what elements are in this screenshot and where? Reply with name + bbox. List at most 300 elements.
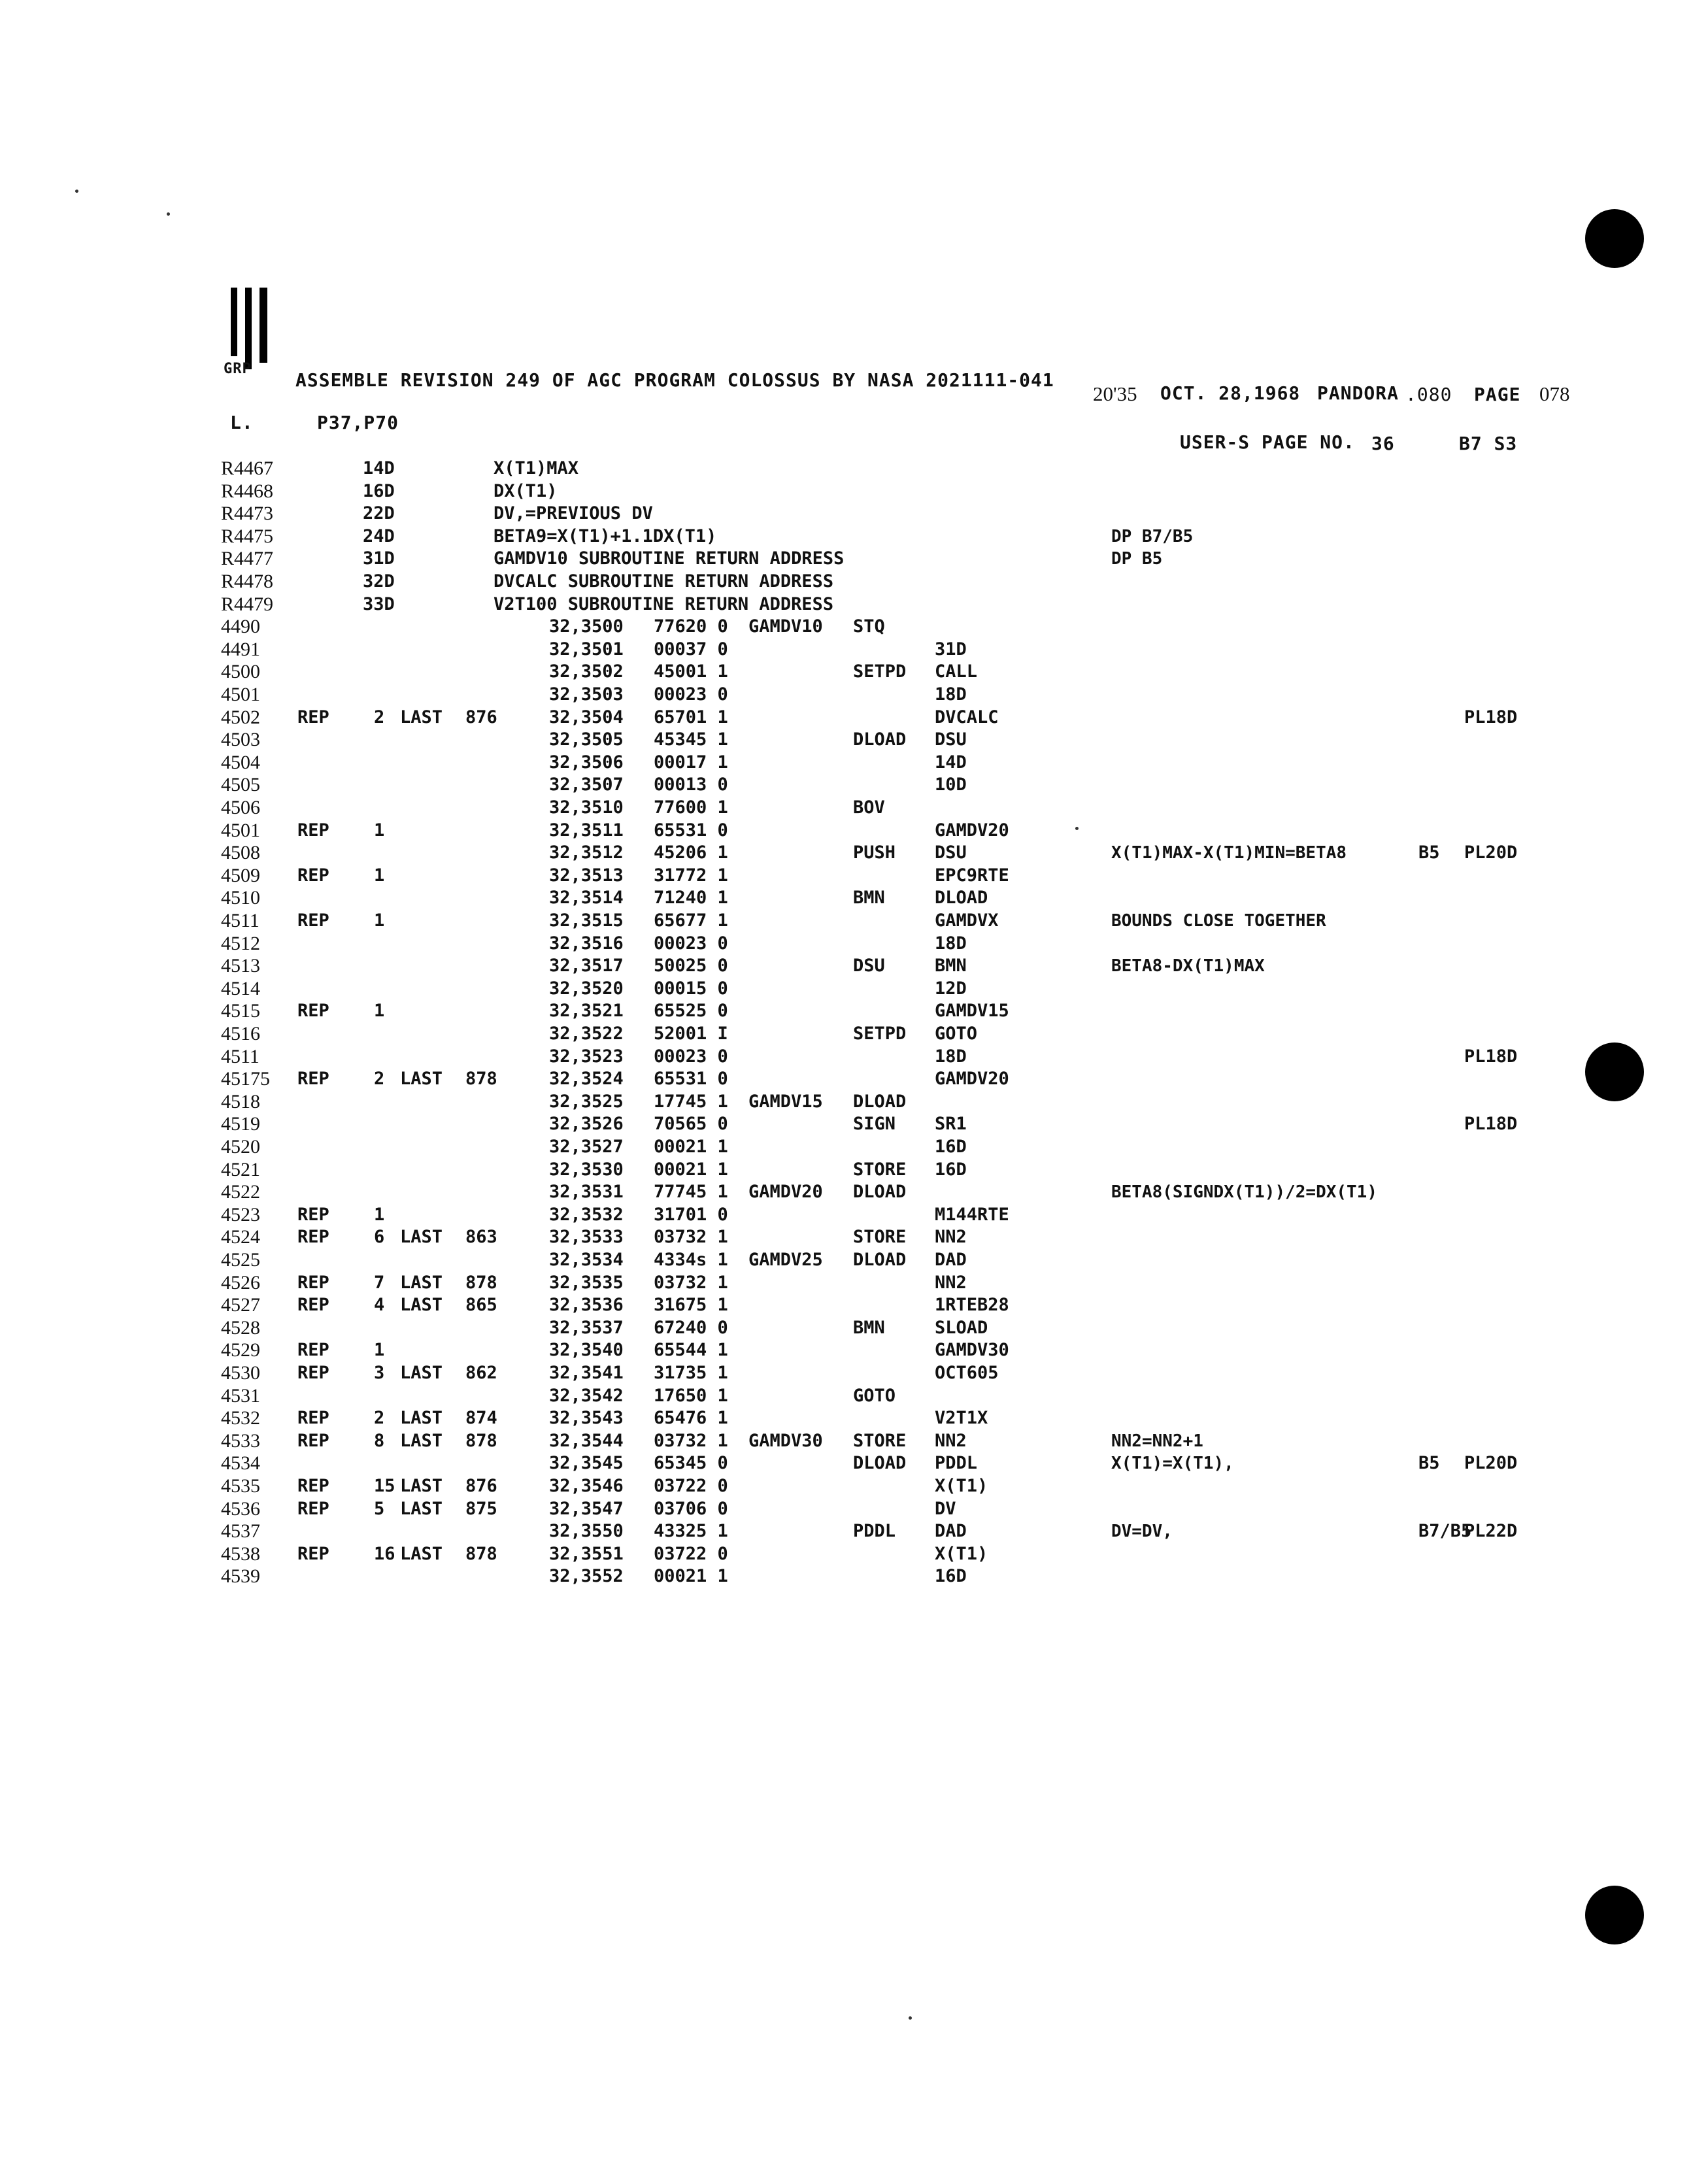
- address: 32,3502: [549, 661, 624, 682]
- operand: 12D: [935, 978, 967, 999]
- object-code: 4334s 1: [654, 1250, 728, 1270]
- header-time: 20'35: [1093, 382, 1137, 405]
- last-line-number: 876: [465, 707, 497, 727]
- object-code: 65544 1: [654, 1340, 728, 1361]
- rep-marker: REP: [297, 1363, 329, 1383]
- object-code: 03706 0: [654, 1498, 728, 1519]
- user-page-number: 36: [1371, 433, 1395, 454]
- operand: 14D: [935, 752, 967, 773]
- object-code: 00017 1: [654, 752, 728, 773]
- operand: NN2: [935, 1430, 967, 1451]
- object-code: 03732 1: [654, 1227, 728, 1248]
- last-marker: LAST: [400, 1476, 443, 1496]
- label: 14D: [363, 458, 395, 478]
- line-number: 4506: [221, 797, 260, 818]
- object-code: 00021 1: [654, 1159, 728, 1180]
- line-number: 4536: [221, 1497, 260, 1520]
- punch-hole-middle: [1585, 1042, 1644, 1101]
- label: 24D: [363, 525, 395, 546]
- rep-marker: REP: [297, 910, 329, 931]
- rep-marker: REP: [297, 1001, 329, 1022]
- rep-marker: REP: [297, 1204, 329, 1225]
- address: 32,3513: [549, 865, 624, 886]
- address: 32,3544: [549, 1430, 624, 1451]
- address: 32,3517: [549, 956, 624, 976]
- object-code: 45345 1: [654, 729, 728, 750]
- line-number: R4467: [221, 458, 274, 479]
- rep-count: 2: [374, 1408, 385, 1429]
- operand: BMN: [935, 956, 967, 976]
- rep-marker: REP: [297, 820, 329, 841]
- last-line-number: 876: [465, 1476, 497, 1496]
- opcode: DX(T1): [494, 480, 558, 501]
- line-number: 4523: [221, 1203, 260, 1226]
- address: 32,3526: [549, 1114, 624, 1135]
- object-code: 67240 0: [654, 1317, 728, 1338]
- rep-count: 1: [374, 1340, 385, 1361]
- speck: [1075, 827, 1079, 830]
- object-code: 00023 0: [654, 933, 728, 954]
- last-line-number: 878: [465, 1069, 497, 1090]
- opcode: STQ: [853, 616, 885, 637]
- address: 32,3533: [549, 1227, 624, 1248]
- address: 32,3552: [549, 1566, 624, 1587]
- address: 32,3550: [549, 1521, 624, 1542]
- operand: 16D: [935, 1566, 967, 1587]
- address: 32,3525: [549, 1091, 624, 1112]
- line-number: 4513: [221, 955, 260, 977]
- line-number: 4537: [221, 1520, 260, 1543]
- line-number: 4519: [221, 1113, 260, 1135]
- object-code: 50025 0: [654, 956, 728, 976]
- rep-count: 15: [374, 1476, 395, 1496]
- address: 32,3547: [549, 1498, 624, 1519]
- line-number: 4525: [221, 1249, 260, 1271]
- line-number: 4515: [221, 1000, 260, 1022]
- line-number: 4502: [221, 706, 260, 728]
- rep-marker: REP: [297, 1476, 329, 1496]
- rep-count: 3: [374, 1363, 385, 1383]
- label: 31D: [363, 548, 395, 569]
- address: 32,3532: [549, 1204, 624, 1225]
- line-number: 4508: [221, 842, 260, 864]
- object-code: 31675 1: [654, 1295, 728, 1316]
- opcode: BMN: [853, 888, 885, 909]
- operand: M144RTE: [935, 1204, 1009, 1225]
- opcode: PDDL: [853, 1521, 896, 1542]
- object-code: 00015 0: [654, 978, 728, 999]
- line-number: 4511: [221, 1045, 260, 1067]
- line-number: 4532: [221, 1407, 260, 1429]
- operand: DAD: [935, 1250, 967, 1270]
- header-system: PANDORA: [1317, 382, 1399, 404]
- operand: OCT605: [935, 1363, 999, 1383]
- line-number: R4478: [221, 571, 274, 592]
- rep-count: 7: [374, 1272, 385, 1293]
- speck: [909, 2016, 912, 2020]
- address: 32,3540: [549, 1340, 624, 1361]
- operand: SLOAD: [935, 1317, 988, 1338]
- pushlist-tag: PL18D: [1464, 707, 1518, 727]
- rep-marker: REP: [297, 1295, 329, 1316]
- last-marker: LAST: [400, 1430, 443, 1451]
- operand: GAMDVX: [935, 910, 999, 931]
- opcode: STORE: [853, 1227, 907, 1248]
- header-version: .080: [1405, 384, 1452, 405]
- object-code: 65525 0: [654, 1001, 728, 1022]
- address: 32,3537: [549, 1317, 624, 1338]
- address: 32,3501: [549, 639, 624, 659]
- last-marker: LAST: [400, 1408, 443, 1429]
- line-number: 4533: [221, 1429, 260, 1452]
- remark: BOUNDS CLOSE TOGETHER: [1111, 911, 1326, 931]
- remark: DP B7/B5: [1111, 526, 1194, 546]
- address: 32,3541: [549, 1363, 624, 1383]
- rep-marker: REP: [297, 1430, 329, 1451]
- line-number: 4511: [221, 910, 260, 931]
- object-code: 00021 1: [654, 1566, 728, 1587]
- line-number: 4530: [221, 1362, 260, 1384]
- object-code: 71240 1: [654, 888, 728, 909]
- object-code: 03732 1: [654, 1430, 728, 1451]
- object-code: 65701 1: [654, 707, 728, 727]
- object-code: 03722 0: [654, 1543, 728, 1564]
- rep-count: 2: [374, 1069, 385, 1090]
- address: 32,3543: [549, 1408, 624, 1429]
- line-number: 4510: [221, 887, 260, 909]
- line-number: 4528: [221, 1316, 260, 1339]
- line-number: R4473: [221, 503, 274, 525]
- line-number: 4512: [221, 932, 260, 954]
- address: 32,3527: [549, 1137, 624, 1157]
- line-number: 4520: [221, 1136, 260, 1158]
- object-code: 03722 0: [654, 1476, 728, 1496]
- line-number: 4531: [221, 1384, 260, 1407]
- address: 32,3512: [549, 842, 624, 863]
- address: 32,3530: [549, 1159, 624, 1180]
- address: 32,3507: [549, 775, 624, 795]
- address: 32,3522: [549, 1024, 624, 1044]
- header-date: OCT. 28,1968: [1160, 382, 1301, 404]
- operand: GAMDV15: [935, 1001, 1009, 1022]
- line-number: 4501: [221, 819, 260, 841]
- rep-count: 4: [374, 1295, 385, 1316]
- operand: DAD: [935, 1521, 967, 1542]
- address: 32,3511: [549, 820, 624, 841]
- line-number: R4479: [221, 593, 274, 615]
- operand: 31D: [935, 639, 967, 659]
- address: 32,3535: [549, 1272, 624, 1293]
- label: GAMDV30: [748, 1430, 823, 1451]
- rep-count: 8: [374, 1430, 385, 1451]
- last-marker: LAST: [400, 1272, 443, 1293]
- address: 32,3500: [549, 616, 624, 637]
- opcode: DV,=PREVIOUS DV: [494, 503, 653, 524]
- rep-count: 2: [374, 707, 385, 727]
- last-line-number: 878: [465, 1272, 497, 1293]
- last-marker: LAST: [400, 1543, 443, 1564]
- opcode: SIGN: [853, 1114, 896, 1135]
- last-marker: LAST: [400, 1498, 443, 1519]
- opcode: X(T1)MAX: [494, 458, 579, 478]
- user-page-label: USER-S PAGE NO.: [1180, 431, 1355, 453]
- line-number: R4475: [221, 525, 274, 547]
- opcode: SETPD: [853, 1024, 907, 1044]
- operand: NN2: [935, 1272, 967, 1293]
- operand: DSU: [935, 729, 967, 750]
- line-number: 45175: [221, 1068, 270, 1090]
- remark: BETA8-DX(T1)MAX: [1111, 956, 1265, 976]
- rep-marker: REP: [297, 1408, 329, 1429]
- line-number: 4529: [221, 1339, 260, 1361]
- last-marker: LAST: [400, 1295, 443, 1316]
- last-marker: LAST: [400, 1363, 443, 1383]
- object-code: 31701 0: [654, 1204, 728, 1225]
- line-number: 4538: [221, 1543, 260, 1565]
- operand: SR1: [935, 1114, 967, 1135]
- rep-count: 1: [374, 910, 385, 931]
- address: 32,3521: [549, 1001, 624, 1022]
- label: 33D: [363, 593, 395, 614]
- label: GAMDV15: [748, 1091, 823, 1112]
- rep-count: 6: [374, 1227, 385, 1248]
- line-number: 4491: [221, 638, 260, 660]
- label: GAMDV20: [748, 1182, 823, 1203]
- object-code: 52001 I: [654, 1024, 728, 1044]
- bank-tag: B7/B5: [1418, 1521, 1472, 1542]
- line-number: 4521: [221, 1158, 260, 1180]
- address: 32,3523: [549, 1046, 624, 1067]
- rep-marker: REP: [297, 1227, 329, 1248]
- label: GAMDV25: [748, 1250, 823, 1270]
- object-code: 45001 1: [654, 661, 728, 682]
- address: 32,3536: [549, 1295, 624, 1316]
- object-code: 70565 0: [654, 1114, 728, 1135]
- pushlist-tag: PL18D: [1464, 1046, 1518, 1067]
- line-number: 4503: [221, 729, 260, 751]
- rep-count: 1: [374, 820, 385, 841]
- last-line-number: 878: [465, 1543, 497, 1564]
- remark: X(T1)MAX-X(T1)MIN=BETA8: [1111, 843, 1347, 863]
- operand: EPC9RTE: [935, 865, 1009, 886]
- remark: DP B5: [1111, 549, 1163, 569]
- line-number: 4518: [221, 1090, 260, 1112]
- line-number: 4539: [221, 1565, 260, 1588]
- opcode: DVCALC SUBROUTINE RETURN ADDRESS: [494, 571, 834, 592]
- rep-marker: REP: [297, 1498, 329, 1519]
- operand: GOTO: [935, 1024, 978, 1044]
- line-number: 4535: [221, 1475, 260, 1497]
- line-number: 4534: [221, 1452, 260, 1475]
- address: 32,3505: [549, 729, 624, 750]
- rep-marker: REP: [297, 1340, 329, 1361]
- operand: DVCALC: [935, 707, 999, 727]
- operand: 16D: [935, 1137, 967, 1157]
- opcode: PUSH: [853, 842, 896, 863]
- address: 32,3510: [549, 797, 624, 818]
- object-code: 65345 0: [654, 1453, 728, 1474]
- opcode: DLOAD: [853, 729, 907, 750]
- last-line-number: 874: [465, 1408, 497, 1429]
- address: 32,3546: [549, 1476, 624, 1496]
- last-marker: LAST: [400, 1069, 443, 1090]
- punch-hole-top: [1585, 209, 1644, 268]
- object-code: 65677 1: [654, 910, 728, 931]
- operand: 1RTEB28: [935, 1295, 1009, 1316]
- last-marker: LAST: [400, 707, 443, 727]
- last-line-number: 862: [465, 1363, 497, 1383]
- last-line-number: 875: [465, 1498, 497, 1519]
- header-title: ASSEMBLE REVISION 249 OF AGC PROGRAM COLOSSUS BY NASA 2021111-041: [295, 369, 1054, 391]
- address: 32,3531: [549, 1182, 624, 1203]
- opcode: BMN: [853, 1317, 885, 1338]
- line-number: 4516: [221, 1023, 260, 1044]
- rep-count: 1: [374, 1001, 385, 1022]
- remark: DV=DV,: [1111, 1522, 1173, 1542]
- header-page-label: PAGE: [1474, 384, 1521, 405]
- rep-marker: REP: [297, 707, 329, 727]
- opcode: STORE: [853, 1430, 907, 1451]
- address: 32,3545: [549, 1453, 624, 1474]
- address: 32,3534: [549, 1250, 624, 1270]
- last-line-number: 865: [465, 1295, 497, 1316]
- address: 32,3524: [549, 1069, 624, 1090]
- remark: BETA8(SIGNDX(T1))/2=DX(T1): [1111, 1182, 1377, 1203]
- line-number: 4500: [221, 661, 260, 683]
- line-number: 4514: [221, 977, 260, 999]
- opcode: DLOAD: [853, 1453, 907, 1474]
- line-number: 4527: [221, 1294, 260, 1316]
- label: 22D: [363, 503, 395, 524]
- pushlist-tag: PL18D: [1464, 1114, 1518, 1135]
- last-line-number: 878: [465, 1430, 497, 1451]
- object-code: 00013 0: [654, 775, 728, 795]
- operand: V2T1X: [935, 1408, 988, 1429]
- object-code: 77620 0: [654, 616, 728, 637]
- last-line-number: 863: [465, 1227, 497, 1248]
- address: 32,3515: [549, 910, 624, 931]
- line-number: R4477: [221, 548, 274, 570]
- address: 32,3520: [549, 978, 624, 999]
- operand: CALL: [935, 661, 978, 682]
- last-marker: LAST: [400, 1227, 443, 1248]
- operand: 18D: [935, 933, 967, 954]
- label: 16D: [363, 480, 395, 501]
- object-code: 65476 1: [654, 1408, 728, 1429]
- address: 32,3542: [549, 1385, 624, 1406]
- opcode: BOV: [853, 797, 885, 818]
- operand: 10D: [935, 775, 967, 795]
- opcode: DLOAD: [853, 1091, 907, 1112]
- subheader-programs: P37,P70: [317, 412, 399, 433]
- object-code: 17650 1: [654, 1385, 728, 1406]
- opcode: DSU: [853, 956, 885, 976]
- operand: DSU: [935, 842, 967, 863]
- object-code: 43325 1: [654, 1521, 728, 1542]
- line-number: 4490: [221, 616, 260, 638]
- operand: DV: [935, 1498, 956, 1519]
- operand: X(T1): [935, 1543, 988, 1564]
- object-code: 31772 1: [654, 865, 728, 886]
- operand: PDDL: [935, 1453, 978, 1474]
- label: 32D: [363, 571, 395, 592]
- opcode: V2T100 SUBROUTINE RETURN ADDRESS: [494, 593, 834, 614]
- object-code: 31735 1: [654, 1363, 728, 1383]
- line-number: R4468: [221, 480, 274, 502]
- header-marker: GRP: [224, 361, 252, 377]
- operand: 16D: [935, 1159, 967, 1180]
- label: GAMDV10: [748, 616, 823, 637]
- object-code: 65531 0: [654, 1069, 728, 1090]
- object-code: 00023 0: [654, 1046, 728, 1067]
- bank-tag: B5: [1418, 1453, 1440, 1474]
- object-code: 17745 1: [654, 1091, 728, 1112]
- operand: 18D: [935, 1046, 967, 1067]
- object-code: 65531 0: [654, 820, 728, 841]
- bank-tag: B5: [1418, 842, 1440, 863]
- address: 32,3506: [549, 752, 624, 773]
- object-code: 77745 1: [654, 1182, 728, 1203]
- rep-marker: REP: [297, 1069, 329, 1090]
- rep-marker: REP: [297, 1543, 329, 1564]
- rep-marker: REP: [297, 865, 329, 886]
- operand: GAMDV20: [935, 1069, 1009, 1090]
- object-code: 00021 1: [654, 1137, 728, 1157]
- opcode: GAMDV10 SUBROUTINE RETURN ADDRESS: [494, 548, 845, 569]
- pushlist-tag: PL20D: [1464, 842, 1518, 863]
- remark: NN2=NN2+1: [1111, 1431, 1203, 1451]
- line-number: 4526: [221, 1271, 260, 1293]
- object-code: 00023 0: [654, 684, 728, 705]
- pushlist-tag: PL22D: [1464, 1521, 1518, 1542]
- line-number: 4501: [221, 684, 260, 705]
- remark: X(T1)=X(T1),: [1111, 1454, 1234, 1474]
- speck: [75, 190, 78, 193]
- address: 32,3514: [549, 888, 624, 909]
- opcode: STORE: [853, 1159, 907, 1180]
- operand: GAMDV30: [935, 1340, 1009, 1361]
- line-number: 4505: [221, 774, 260, 796]
- opcode: BETA9=X(T1)+1.1DX(T1): [494, 525, 717, 546]
- rep-count: 5: [374, 1498, 385, 1519]
- subheader-left: L.: [230, 412, 254, 433]
- address: 32,3504: [549, 707, 624, 727]
- operand: NN2: [935, 1227, 967, 1248]
- opcode: DLOAD: [853, 1182, 907, 1203]
- operand: 18D: [935, 684, 967, 705]
- object-code: 77600 1: [654, 797, 728, 818]
- operand: X(T1): [935, 1476, 988, 1496]
- rep-count: 1: [374, 1204, 385, 1225]
- rep-marker: REP: [297, 1272, 329, 1293]
- rep-count: 1: [374, 865, 385, 886]
- address: 32,3516: [549, 933, 624, 954]
- line-number: 4522: [221, 1181, 260, 1203]
- line-number: 4524: [221, 1226, 260, 1248]
- bank-info: B7 S3: [1459, 433, 1518, 454]
- object-code: 45206 1: [654, 842, 728, 863]
- opcode: DLOAD: [853, 1250, 907, 1270]
- rep-count: 16: [374, 1543, 395, 1564]
- opcode: SETPD: [853, 661, 907, 682]
- address: 32,3503: [549, 684, 624, 705]
- speck: [167, 212, 170, 216]
- opcode: GOTO: [853, 1385, 896, 1406]
- punch-hole-bottom: [1585, 1886, 1644, 1944]
- operand: DLOAD: [935, 888, 988, 909]
- object-code: 03732 1: [654, 1272, 728, 1293]
- object-code: 00037 0: [654, 639, 728, 659]
